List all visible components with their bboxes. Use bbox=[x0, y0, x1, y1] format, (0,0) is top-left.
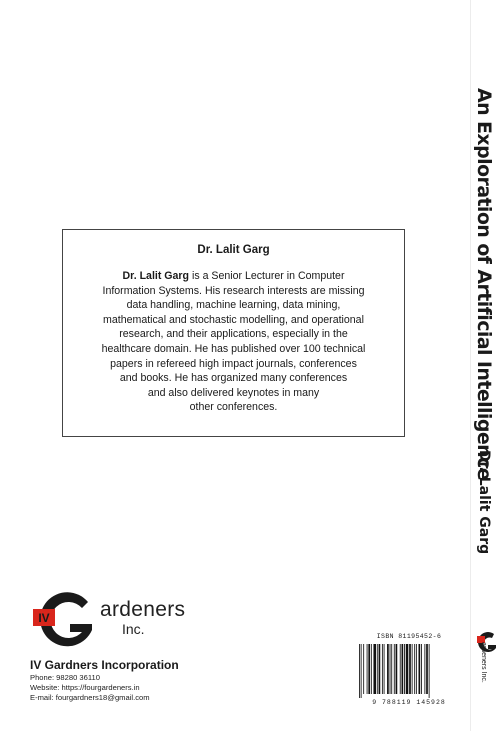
barcode-bar bbox=[402, 644, 404, 694]
bio-line: data handling, machine learning, data mining, bbox=[126, 299, 341, 312]
barcode-bar bbox=[416, 644, 417, 694]
book-spine bbox=[470, 0, 500, 731]
bio-line: mathematical and stochastic modelling, and operational bbox=[103, 313, 364, 326]
barcode-bar bbox=[390, 644, 391, 694]
logo-word-gardeners: ardeners bbox=[100, 598, 186, 621]
barcode-bar bbox=[384, 644, 385, 694]
barcode-bar bbox=[409, 644, 411, 694]
bio-text bbox=[63, 269, 404, 415]
barcode-bar bbox=[391, 644, 392, 694]
publisher-phone: Phone: 98280 36110 bbox=[30, 673, 100, 682]
barcode-bar bbox=[414, 644, 415, 694]
barcode-bar bbox=[419, 644, 421, 694]
bio-line-bold: Dr. Lalit Garg bbox=[122, 270, 190, 282]
spine-author: Dr. Lalit Garg bbox=[476, 450, 492, 555]
barcode-bar bbox=[379, 644, 381, 694]
publisher-logo-mark bbox=[30, 590, 102, 652]
barcode-bar bbox=[426, 644, 428, 694]
barcode-bar bbox=[387, 644, 389, 694]
barcode-bar bbox=[377, 644, 378, 694]
barcode-bar bbox=[421, 644, 422, 694]
barcode-bar bbox=[429, 644, 430, 698]
barcode-bar bbox=[371, 644, 372, 694]
bio-line: research, and their applications, especially in the bbox=[119, 328, 348, 341]
barcode-bar bbox=[394, 644, 395, 694]
spine-logo-icon bbox=[474, 630, 500, 690]
bio-line: and books. He has organized many conferences bbox=[119, 372, 348, 385]
barcode-bars bbox=[357, 644, 461, 698]
bio-line: healthcare domain. He has published over 100 technical bbox=[101, 342, 366, 355]
bio-line: Information Systems. His research interests are missing bbox=[102, 284, 365, 297]
spine-logo-text: ardeners Inc. bbox=[480, 642, 487, 683]
isbn-digits: 9 788119 145928 bbox=[372, 699, 446, 706]
isbn-label: ISBN 81195452-6 bbox=[376, 633, 442, 640]
barcode-bar bbox=[367, 644, 368, 694]
barcode-bar bbox=[412, 644, 413, 694]
barcode-bar bbox=[368, 644, 370, 694]
barcode-bar bbox=[404, 644, 405, 694]
bio-line: and also delivered keynotes in many bbox=[147, 386, 320, 399]
publisher-email: E-mail: fourgardners18@gmail.com bbox=[30, 693, 150, 702]
barcode-bar bbox=[373, 644, 376, 694]
publisher-contact bbox=[30, 673, 150, 703]
barcode-bar bbox=[400, 644, 401, 694]
publisher-website: Website: https://fourgardeners.in bbox=[30, 683, 140, 692]
barcode-bar bbox=[406, 644, 409, 694]
bio-line: other conferences. bbox=[189, 401, 278, 414]
barcode-bar bbox=[382, 644, 383, 694]
bio-title: Dr. Lalit Garg bbox=[197, 244, 270, 256]
bio-line-text: is a Senior Lecturer in Computer bbox=[189, 270, 345, 282]
publisher-logo bbox=[30, 590, 190, 652]
bio-line: papers in refereed high impact journals, conferences bbox=[110, 357, 357, 370]
logo-word-inc: Inc. bbox=[122, 621, 145, 637]
barcode-bar bbox=[424, 644, 425, 694]
barcode-bar bbox=[359, 644, 360, 698]
barcode-bar bbox=[396, 644, 398, 694]
logo-box-text: IV bbox=[38, 611, 50, 625]
barcode-bar bbox=[363, 644, 364, 694]
spine-title: An Exploration of Artificial Intelligence bbox=[473, 88, 495, 480]
barcode-bar bbox=[361, 644, 362, 698]
bio-line bbox=[63, 269, 404, 284]
isbn-barcode bbox=[357, 633, 461, 709]
author-bio-box bbox=[62, 229, 405, 437]
publisher-name: IV Gardners Incorporation bbox=[30, 658, 179, 672]
